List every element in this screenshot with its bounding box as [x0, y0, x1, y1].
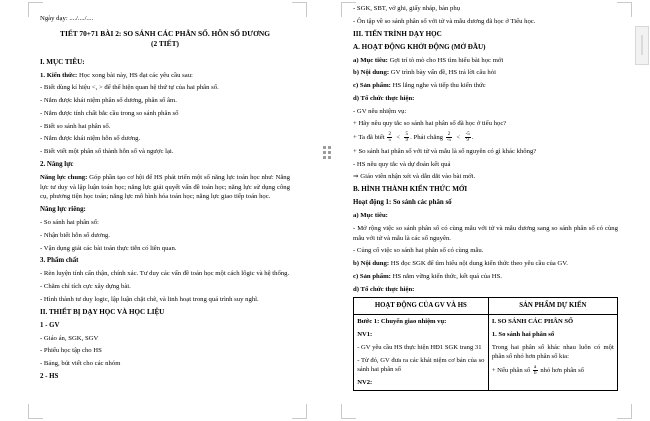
kien-thuc-label: 1. Kiến thức:	[40, 71, 78, 79]
scrollbar-thumb[interactable]	[635, 26, 649, 65]
product-bullet-fraction	[492, 365, 614, 376]
activity-line: - GV yêu cầu HS thực hiện HĐ1 SGK trang 31	[357, 343, 482, 351]
less-than-operator: <	[396, 134, 401, 142]
a-noi-dung-label: b) Nội dung:	[353, 69, 390, 77]
b-to-chuc-label: d) Tổ chức thực hiện:	[353, 285, 415, 293]
a-muc-tieu-label: a) Mục tiêu:	[353, 56, 388, 64]
fraction-line-middle: . Phải chăng	[410, 134, 444, 142]
grip-dot	[328, 146, 331, 149]
nang-luc-rieng-item: - Nhận biết hỗn số dương.	[40, 231, 110, 239]
grip-dot	[328, 151, 331, 154]
fraction-denominator: 9	[466, 138, 469, 144]
crop-mark-bottom-left	[28, 404, 43, 419]
fraction-a-over-b	[533, 365, 538, 376]
activity-table	[353, 297, 618, 390]
crop-mark-top-right	[292, 2, 307, 17]
fraction-numerator: -5	[465, 132, 470, 138]
heading-thiet-bi: II. THIẾT BỊ DẠY HỌC VÀ HỌC LIỆU	[40, 307, 165, 316]
date-line: Ngày dạy: ..../..../....	[40, 15, 94, 22]
heading-tien-trinh: III. TIẾN TRÌNH DẠY HỌC	[353, 29, 442, 38]
vertical-scrollbar[interactable]	[636, 0, 650, 421]
lesson-title-line1: TIẾT 70+71 BÀI 2: SO SÁNH CÁC PHÂN SỐ. HỖN SỐ DƯƠNG	[60, 28, 270, 38]
heading-gv: 1 - GV	[40, 321, 60, 329]
lesson-title-line2: (2 TIẾT)	[151, 38, 179, 48]
kien-thuc-intro: Học xong bài này, HS đạt các yêu cầu sau:	[78, 71, 193, 79]
product-paragraph: Trong hai phân số khác nhau luôn có một phân số nhỏ hơn phân số kia:	[491, 343, 614, 361]
heading-muc-tieu: I. MỤC TIÊU:	[40, 57, 85, 66]
drag-handle-dots-icon[interactable]	[323, 146, 332, 162]
grip-dot	[323, 146, 326, 149]
kien-thuc-item: - Nắm được khái niệm phân số dương, phân số âm.	[40, 97, 177, 105]
bullet-prefix: + Nếu phân số	[491, 367, 531, 375]
gv-item: - Phiếu học tập cho HS	[40, 347, 102, 355]
a-to-chuc-label: d) Tổ chức thực hiện:	[353, 94, 415, 102]
fraction-2-over-5	[387, 132, 392, 143]
heading-nang-luc: 2. Năng lực	[40, 161, 74, 169]
fraction-denominator: 5	[388, 138, 391, 144]
a-item: - HS nêu quy tắc và dự đoán kết quả	[353, 160, 451, 168]
table-cell-activities	[354, 314, 489, 390]
b-san-pham-text: HS nắm vững kiến thức, kết quả của HS.	[390, 272, 502, 280]
crop-mark-bottom-left	[341, 404, 356, 419]
fraction-numerator: 2	[447, 132, 451, 138]
kien-thuc-item: - Nắm được khái niệm hỗn số dương.	[40, 135, 141, 143]
crop-mark-top-right	[617, 2, 632, 17]
document-page-right[interactable]	[325, 0, 650, 421]
b-noi-dung	[353, 259, 618, 269]
kien-thuc-item: - Biết dùng kí hiệu <, > để thể hiện quan hệ thứ tự của hai phân số.	[40, 84, 219, 92]
heading-hinh-thanh-kien-thuc: B. HÌNH THÀNH KIẾN THỨC MỚI	[353, 185, 468, 194]
a-muc-tieu-text: Gợi trí tò mò cho HS tìm hiểu bài học mới	[387, 56, 504, 64]
nv1-label: NV1:	[357, 331, 373, 338]
grip-dot	[323, 156, 326, 159]
gv-item: - Bảng, bút viết cho các nhóm	[40, 360, 121, 368]
pham-chat-item: - Chăm chỉ tích cực xây dựng bài.	[40, 283, 131, 291]
fraction-line-suffix: .	[471, 134, 474, 142]
a-item: ⇒ Giáo viên nhận xét và dẫn dắt vào bài mới.	[353, 173, 476, 181]
nang-luc-chung-text: Góp phần tạo cơ hội để HS phát triển một số năng lực toán học như: Năng lực tư duy và lập luận toán học; năng lực giải quyết vấn đề toán học; năng lực sử dụng công cụ, phương tiện học toán; năng lực mô hình hóa toán học; năng lực giao tiếp toán học.	[40, 174, 290, 201]
heading-hs: 2 - HS	[40, 372, 59, 380]
pham-chat-item: - Hình thành tư duy logic, lập luận chặt chẽ, và linh hoạt trong quá trình suy nghĩ.	[40, 295, 259, 303]
table-cell-products	[488, 314, 617, 390]
nang-luc-chung	[40, 173, 290, 202]
buoc-1-label: Bước 1: Chuyển giao nhiệm vụ:	[357, 318, 447, 326]
a-muc-tieu	[353, 56, 618, 66]
fraction-numerator: a	[534, 364, 537, 370]
fraction-neg5-over-9	[465, 132, 471, 143]
hs-item: - SGK, SBT, vở ghi, giấy nháp, bản phụ	[353, 5, 461, 12]
activity-line: - Từ đó, GV đưa ra các khái niệm cơ bản của so sánh hai phân số	[357, 356, 485, 373]
grip-dot	[323, 151, 326, 154]
kien-thuc-item: - Nắm được tính chất bắc cầu trong so sánh phân số	[40, 109, 179, 117]
a-fraction-line	[353, 132, 618, 143]
heading-hoat-dong-khoi-dong: A. HOẠT ĐỘNG KHỞI ĐỘNG (MỞ ĐẦU)	[353, 42, 486, 51]
a-san-pham	[353, 81, 618, 91]
pham-chat-item: - Rèn luyện tính cẩn thận, chính xác. Tư duy các vấn đề toán học một cách lôgic và hệ thống.	[40, 270, 290, 278]
fraction-denominator: b	[534, 371, 537, 377]
b-muc-tieu-label: a) Mục tiêu:	[353, 212, 388, 220]
gv-item: - Giáo án, SGK, SGV	[40, 334, 99, 342]
fraction-5-over-9	[404, 132, 409, 143]
hs-item: - Ôn tập về so sánh phân số với tử và mẫu dương đã học ở Tiểu học.	[353, 17, 536, 25]
crop-mark-bottom-right	[617, 404, 632, 419]
fraction-line-prefix: + Ta đã biết	[353, 134, 385, 142]
a-item: + So sánh hai phân số với tử và mẫu là số nguyên có gì khác không?	[353, 147, 537, 155]
scrollbar-thumb-grip-icon	[642, 35, 643, 55]
fraction-2-over-neg5	[446, 132, 452, 143]
fraction-denominator: -5	[446, 138, 452, 144]
heading-nang-luc-rieng: Năng lực riêng:	[40, 206, 86, 213]
bullet-suffix: nhỏ hơn phân số	[540, 367, 584, 375]
nang-luc-rieng-item: - So sánh hai phân số:	[40, 218, 99, 226]
heading-hoat-dong-1: Hoạt động 1: So sánh các phân số	[353, 199, 452, 207]
page-left-content	[40, 14, 290, 385]
crop-mark-bottom-right	[292, 404, 307, 419]
a-item: - GV nêu nhiệm vụ:	[353, 107, 407, 115]
b-noi-dung-text: HS đọc SGK để tìm hiểu nội dung kiến thức theo yêu cầu của GV.	[389, 260, 568, 268]
nang-luc-rieng-item: - Vận dụng giải các bài toán thực tiễn có liên quan.	[40, 244, 177, 252]
product-heading-2: 1. So sánh hai phân số	[491, 331, 555, 338]
b-san-pham	[353, 272, 618, 282]
a-san-pham-label: c) Sản phẩm:	[353, 82, 391, 90]
table-header-activities: HOẠT ĐỘNG CỦA GV VÀ HS	[354, 298, 489, 314]
a-san-pham-text: HS lắng nghe và tiếp thu kiến thức	[390, 82, 486, 90]
table-header-row	[354, 298, 618, 314]
b-noi-dung-label: b) Nội dung:	[353, 260, 390, 268]
table-header-products: SẢN PHẨM DỰ KIẾN	[488, 298, 617, 314]
b-san-pham-label: c) Sản phẩm:	[353, 272, 391, 280]
b-muc-tieu-item: - Củng cố việc so sánh hai phân số có cùng mẫu.	[353, 247, 484, 255]
fraction-numerator: 2	[388, 132, 391, 138]
kien-thuc-item: - Biết viết một phân số thành hỗn số và ngược lại.	[40, 148, 174, 156]
table-row	[354, 314, 618, 390]
a-noi-dung	[353, 68, 618, 78]
a-noi-dung-text: GV trình bày vấn đề, HS trả lời câu hỏi	[389, 69, 496, 77]
nv2-label: NV2:	[357, 378, 373, 386]
kien-thuc-item: - Biết so sánh hai phân số.	[40, 122, 111, 130]
fraction-denominator: 9	[405, 138, 408, 144]
nang-luc-chung-label: Năng lực chung:	[40, 174, 88, 182]
grip-dot	[328, 156, 331, 159]
heading-pham-chat: 3. Phẩm chất	[40, 257, 79, 265]
a-item: + Hãy nêu quy tắc so sánh hai phân số đã học ở tiểu học?	[353, 120, 507, 128]
kien-thuc-line	[40, 71, 290, 81]
b-muc-tieu-item: - Mở rộng việc so sánh phân số có cùng mẫu với tử và mẫu dương sang so sánh phân số có cùng mẫu với tử và mẫu là các số nguyên.	[353, 224, 618, 242]
page-right-content	[353, 4, 618, 391]
less-than-operator: <	[456, 134, 461, 142]
product-heading-1: I. SO SÁNH CÁC PHÂN SỐ	[491, 318, 574, 326]
fraction-numerator: 5	[405, 132, 408, 138]
